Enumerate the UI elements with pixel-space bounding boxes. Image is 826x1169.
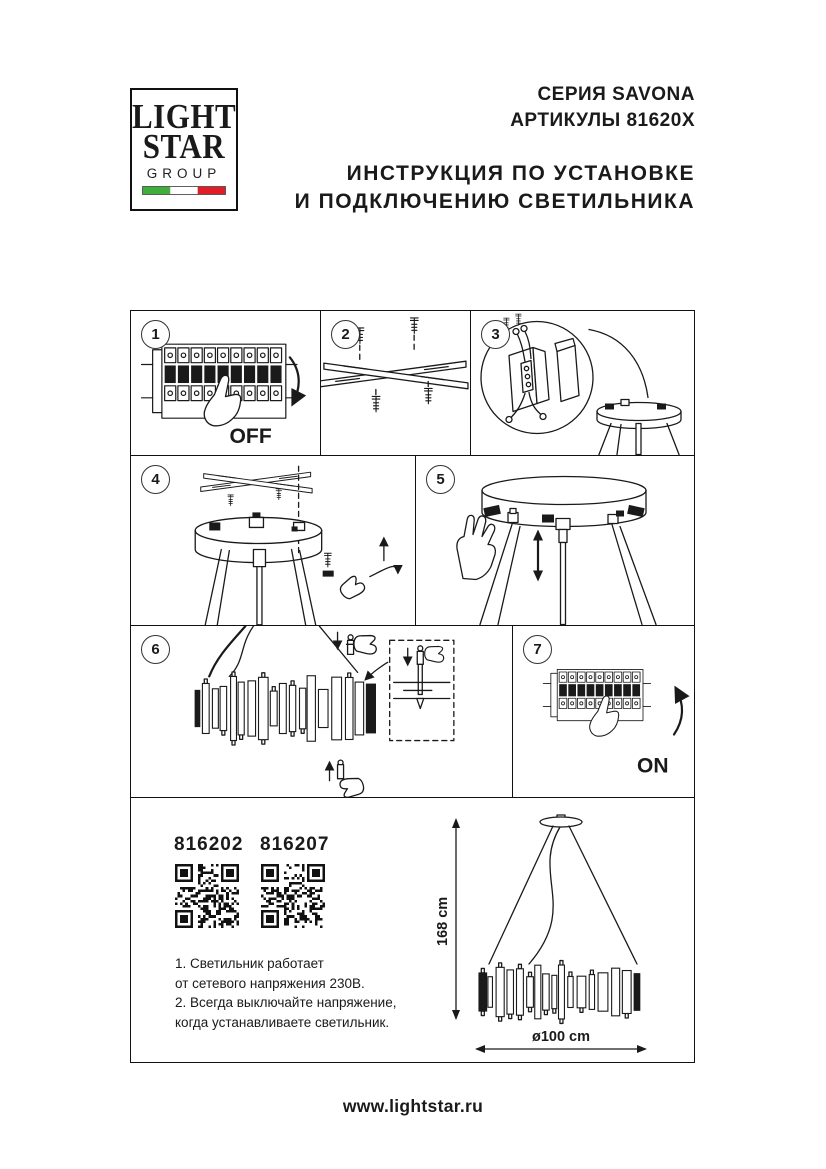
step-number-7: 7 xyxy=(523,635,552,664)
diameter-dimension-label: ø100 cm xyxy=(531,1029,591,1045)
dimension-drawing xyxy=(431,806,686,1056)
instruction-title-line1: ИНСТРУКЦИЯ ПО УСТАНОВКЕ xyxy=(346,162,695,185)
qr-code-816202 xyxy=(175,864,239,928)
safety-notes xyxy=(175,954,396,1032)
note-line: от сетевого напряжения 230В. xyxy=(175,975,365,991)
note-line: когда устанавливаете светильник. xyxy=(175,1014,390,1030)
article-number-816207: 816207 xyxy=(260,834,330,855)
height-dimension-label: 168 cm xyxy=(435,896,451,946)
step-panel-4 xyxy=(131,456,416,626)
logo-light: LIGHT xyxy=(132,96,237,137)
instruction-title-line2: И ПОДКЛЮЧЕНИЮ СВЕТИЛЬНИКА xyxy=(294,190,695,213)
step-panel-2 xyxy=(321,311,471,456)
qr-code-816207 xyxy=(261,864,325,928)
step-panel-3 xyxy=(471,311,694,456)
step-number-1: 1 xyxy=(141,320,170,349)
canopy-mounting-illustration xyxy=(131,456,415,625)
lightstar-logo xyxy=(130,88,238,211)
step-number-2: 2 xyxy=(331,320,360,349)
note-line: 2. Всегда выключайте напряжение, xyxy=(175,995,397,1010)
steps-grid xyxy=(130,310,695,1063)
article-number-816202: 816202 xyxy=(174,834,244,855)
step-panel-1 xyxy=(131,311,321,456)
logo-group: GROUP xyxy=(146,166,222,181)
logo-star: STAR xyxy=(142,126,226,167)
step-number-6: 6 xyxy=(141,635,170,664)
step-number-5: 5 xyxy=(426,465,455,494)
articles-title: АРТИКУЛЫ 81620X xyxy=(510,110,695,131)
step-panel-6 xyxy=(131,626,513,798)
step-panel-5 xyxy=(416,456,694,626)
crystal-pin-assembly-illustration xyxy=(131,626,512,797)
header xyxy=(295,82,695,216)
info-panel xyxy=(131,798,694,1062)
note-line: 1. Светильник работает xyxy=(175,956,324,971)
step-number-3: 3 xyxy=(481,320,510,349)
website-url: www.lightstar.ru xyxy=(342,1096,484,1116)
on-label: ON xyxy=(637,754,669,778)
off-label: OFF xyxy=(229,424,272,448)
cable-adjustment-illustration xyxy=(416,456,694,625)
italian-flag-icon xyxy=(142,186,226,195)
step-panel-7 xyxy=(513,626,694,798)
series-title: СЕРИЯ SAVONA xyxy=(537,84,695,105)
step-number-4: 4 xyxy=(141,465,170,494)
